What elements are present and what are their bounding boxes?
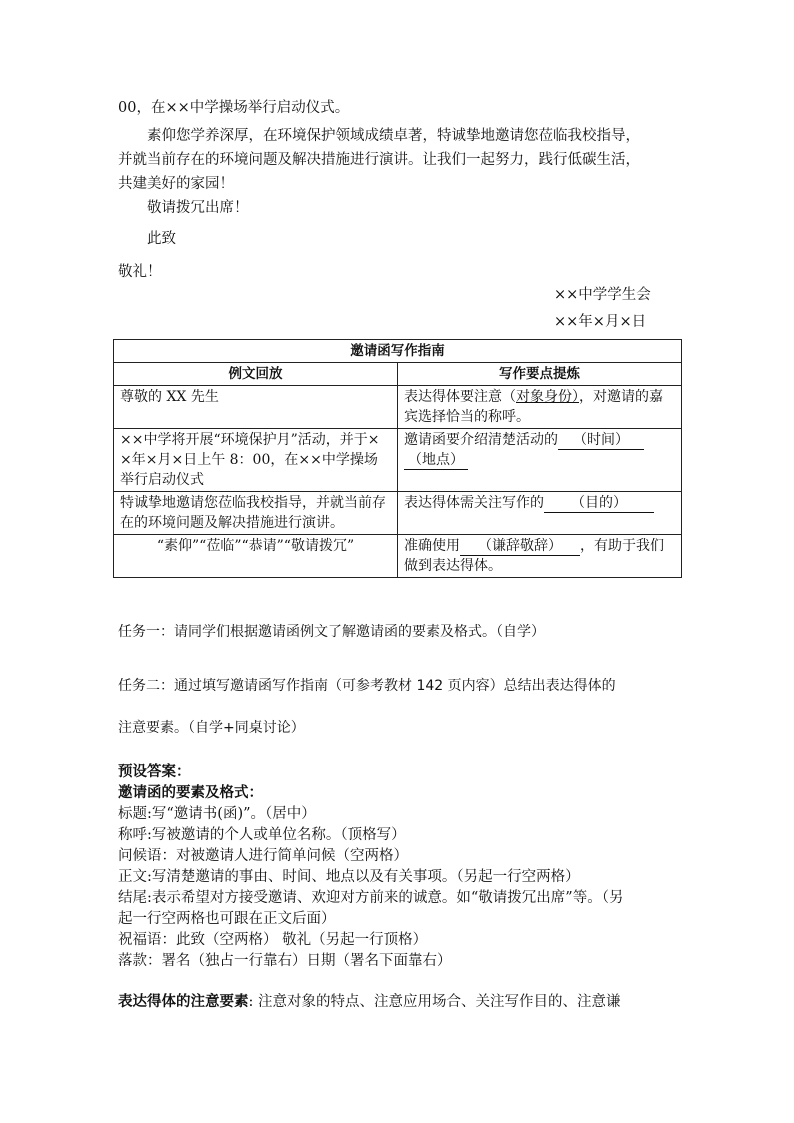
table-cell (398, 535, 682, 578)
letter-cizhi: 此致 (147, 231, 176, 247)
answer-item: 正文:写清楚邀请的事由、时间、地点以及有关事项。（另起一行空两格） (118, 869, 580, 885)
table-row (114, 429, 682, 492)
task-two-line1: 任务二：通过填写邀请函写作指南（可参考教材 142 页内容）总结出表达得体的 (118, 678, 616, 694)
cell-text: ，有助于我们做到表达得体。 (404, 538, 664, 574)
cell-text: 邀请函要介绍清楚活动的 (404, 432, 558, 448)
task-two-line2: 注意要素。（自学+同桌讨论） (118, 720, 305, 736)
table-cell (398, 492, 682, 535)
table-title: 邀请函写作指南 (114, 340, 682, 363)
final-summary (118, 990, 621, 1014)
answers-heading: 预设答案： (118, 763, 191, 780)
answer-item: 结尾:表示希望对方接受邀请、欢迎对方前来的诚意。如“敬请拨冗出席”等。（另 (118, 890, 624, 906)
letter-para-line2: 并就当前存在的环境问题及解决措施进行演讲。让我们一起努力，践行低碳生活， (118, 152, 640, 168)
answer-item: 起一行空两格也可跟在正文后面） (118, 911, 336, 927)
table-cell: 特诚挚地邀请您莅临我校指导，并就当前存在的环境问题及解决措施进行演讲。 (114, 492, 398, 535)
letter-date: ××年×月×日 (554, 314, 647, 330)
letter-sender: ××中学学生会 (554, 287, 651, 303)
table-cell: 尊敬的 XX 先生 (114, 386, 398, 429)
table-header-col1: 例文回放 (114, 363, 398, 386)
writing-guide-table (113, 339, 682, 578)
answers-subheading: 邀请函的要素及格式： (118, 784, 263, 801)
letter-para-line3: 共建美好的家园！ (118, 176, 234, 192)
cell-text: 表达得体要注意（ (404, 389, 516, 405)
fill-answer: （谦辞敬辞） (460, 537, 580, 556)
fill-answer: （目的） (544, 494, 654, 513)
answer-item: 祝福语：此致（空两格） 敬礼（另起一行顶格） (118, 932, 428, 948)
table-row (114, 535, 682, 578)
cell-text: 准确使用 (404, 538, 460, 554)
fill-answer: （时间） (558, 431, 644, 450)
table-row (114, 492, 682, 535)
final-summary-label: 表达得体的注意要素 (118, 993, 249, 1010)
cell-text: ，对邀请的嘉宾选择恰当的称呼。 (404, 389, 663, 425)
letter-closing: 敬请拨冗出席！ (147, 200, 249, 216)
cell-text: 表达得体需关注写作的 (404, 495, 544, 511)
letter-line-top: 00，在××中学操场举行启动仪式。 (118, 100, 350, 116)
answer-item: 标题:写“邀请书(函)”。（居中） (118, 806, 316, 822)
table-cell: ××中学将开展“环境保护月”活动，并于××年×月×日上午 8：00，在××中学操场举行启动仪式 (114, 429, 398, 492)
answer-item: 称呼:写被邀请的个人或单位名称。（顶格写） (118, 827, 406, 843)
table-cell (398, 429, 682, 492)
final-summary-text: : 注意对象的特点、注意应用场合、关注写作目的、注意谦 (248, 994, 621, 1010)
table-cell: “素仰”“莅临”“恭请”“敬请拨冗” (114, 535, 398, 578)
answer-item: 落款：署名（独占一行靠右）日期（署名下面靠右） (118, 953, 452, 969)
table-cell (398, 386, 682, 429)
letter-para-line1: 素仰您学养深厚，在环境保护领域成绩卓著，特诚挚地邀请您莅临我校指导， (147, 128, 640, 144)
fill-answer: （地点） (404, 451, 468, 470)
answer-item: 问候语：对被邀请人进行简单问候（空两格） (118, 848, 408, 864)
table-row (114, 386, 682, 429)
task-one: 任务一：请同学们根据邀请函例文了解邀请函的要素及格式。（自学） (118, 624, 545, 640)
fill-answer: 对象身份） (516, 389, 579, 405)
table-header-col2: 写作要点提炼 (398, 363, 682, 386)
letter-jingli: 敬礼！ (118, 264, 162, 280)
